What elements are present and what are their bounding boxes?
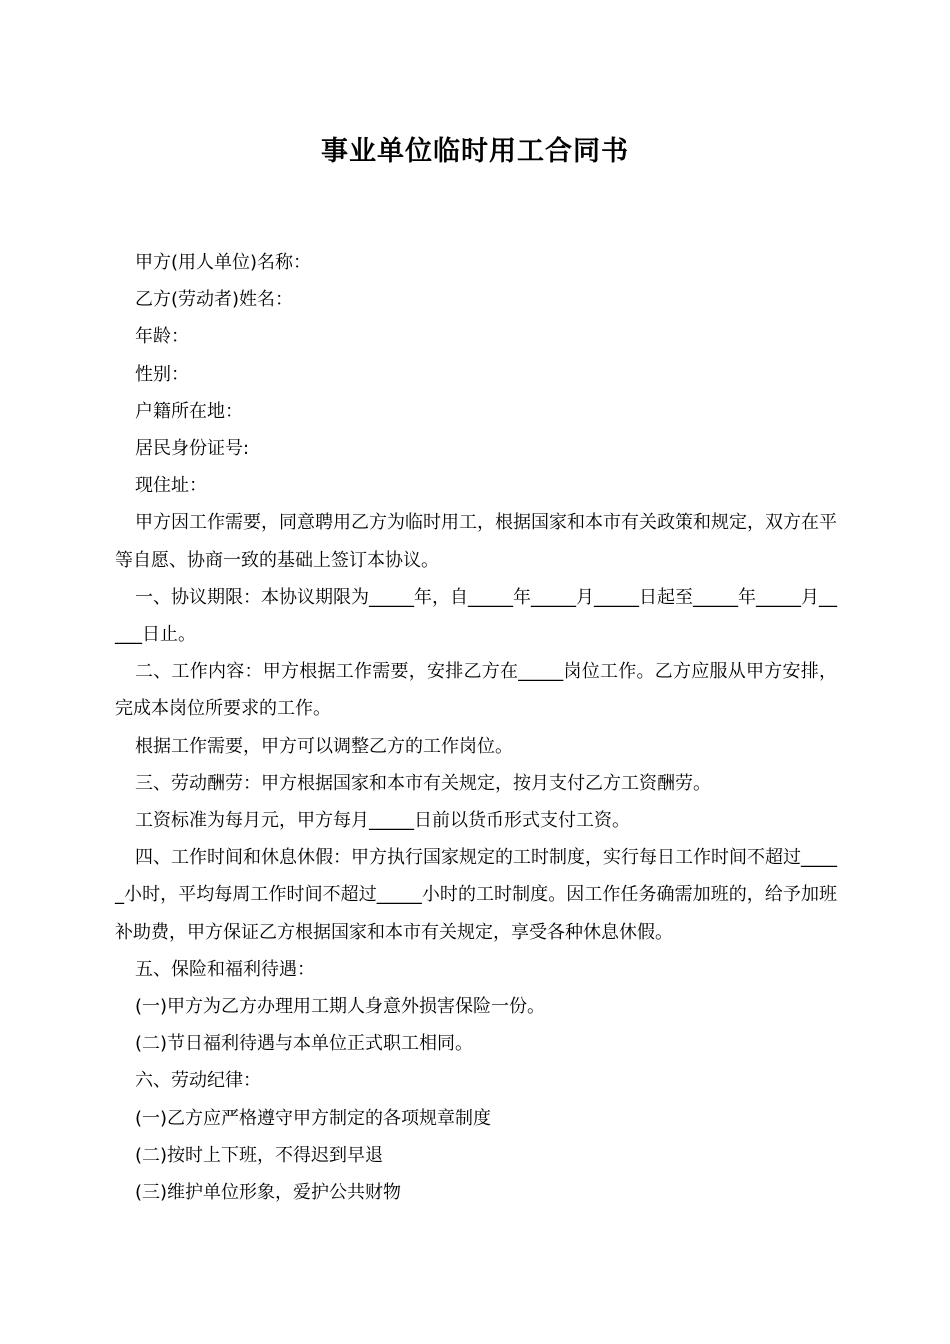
clause-insurance-item-1: (一)甲方为乙方办理用工期人身意外损害保险一份。 bbox=[135, 996, 546, 1018]
clause-term: 一、协议期限：本协议期限为_____年，自_____年_____月_____日起至_____年_____月_____日止。 bbox=[115, 586, 837, 646]
clause-discipline-item-2: (二)按时上下班，不得迟到早退 bbox=[135, 1144, 384, 1166]
household-registration-line: 户籍所在地： bbox=[135, 400, 243, 422]
clause-insurance-heading: 五、保险和福利待遇： bbox=[135, 958, 315, 980]
document-body bbox=[115, 244, 837, 1211]
clause-discipline-item-1: (一)乙方应严格遵守甲方制定的各项规章制度 bbox=[135, 1107, 492, 1129]
age-line: 年龄： bbox=[135, 326, 189, 348]
clause-insurance-item-2: (二)节日福利待遇与本单位正式职工相同。 bbox=[135, 1033, 474, 1055]
current-address-line: 现住址： bbox=[135, 475, 207, 497]
clause-work-content: 二、工作内容：甲方根据工作需要，安排乙方在_____岗位工作。乙方应服从甲方安排，完成本岗位所要求的工作。 bbox=[115, 661, 837, 720]
document-title: 事业单位临时用工合同书 bbox=[321, 136, 629, 167]
clause-remuneration: 三、劳动酬劳：甲方根据国家和本市有关规定，按月支付乙方工资酬劳。 bbox=[135, 772, 711, 794]
preamble-paragraph: 甲方因工作需要，同意聘用乙方为临时用工，根据国家和本市有关政策和规定，双方在平等自愿、协商一致的基础上签订本协议。 bbox=[115, 512, 837, 571]
clause-work-adjustment: 根据工作需要，甲方可以调整乙方的工作岗位。 bbox=[135, 735, 513, 757]
id-number-line: 居民身份证号: bbox=[135, 438, 250, 460]
clause-working-hours: 四、工作时间和休息休假：甲方执行国家规定的工时制度，实行每日工作时间不超过_____小时，平均每周工作时间不超过_____小时的工时制度。因工作任务确需加班的，给予加班补助费，甲方保证乙方根据国家和本市有关规定，享受各种休息休假。 bbox=[115, 847, 837, 943]
party-b-name-line: 乙方(劳动者)姓名： bbox=[135, 289, 294, 311]
clause-discipline-item-3: (三)维护单位形象，爱护公共财物 bbox=[135, 1182, 402, 1204]
clause-wage-standard: 工资标准为每月元，甲方每月_____日前以货币形式支付工资。 bbox=[135, 810, 630, 832]
party-a-name-line: 甲方(用人单位)名称： bbox=[135, 252, 312, 273]
clause-discipline-heading: 六、劳动纪律： bbox=[135, 1070, 261, 1092]
gender-line: 性别： bbox=[135, 363, 189, 385]
